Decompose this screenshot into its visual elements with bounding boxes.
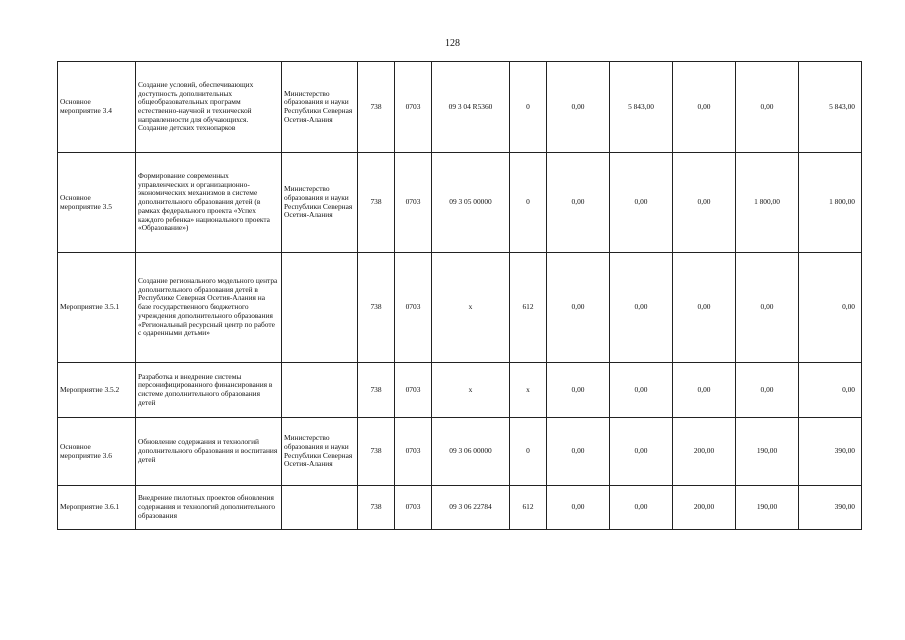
- row-year4-cell: 0,00: [736, 363, 799, 418]
- row-name-cell: Разработка и внедрение системы персонифицированного финансирования в системе дополнительного образования детей: [136, 363, 282, 418]
- row-name-cell: Создание регионального модельного центра дополнительного образования детей в Республике Северная Осетия-Алания на базе государственного бюджетного учреждения дополнительного образования «Региональный ресурсный центр по работе с одаренными детьми»: [136, 253, 282, 363]
- row-vr-cell: 612: [510, 253, 547, 363]
- row-grbs-cell: 738: [358, 62, 395, 153]
- row-name-cell: Внедрение пилотных проектов обновления содержания и технологий дополнительного образования: [136, 486, 282, 530]
- table-row: [58, 253, 862, 363]
- row-grbs-cell: 738: [358, 418, 395, 486]
- row-total-cell: 390,00: [799, 418, 862, 486]
- row-total-cell: 0,00: [799, 363, 862, 418]
- row-type-cell: Мероприятие 3.6.1: [58, 486, 136, 530]
- row-year2-cell: 0,00: [610, 253, 673, 363]
- row-vr-cell: 612: [510, 486, 547, 530]
- row-executor-cell: Министерство образования и науки Республики Северная Осетия-Алания: [282, 418, 358, 486]
- row-vr-cell: 0: [510, 418, 547, 486]
- row-total-cell: 1 800,00: [799, 153, 862, 253]
- row-grbs-cell: 738: [358, 363, 395, 418]
- table-row: [58, 486, 862, 530]
- row-year2-cell: 5 843,00: [610, 62, 673, 153]
- table-row: [58, 153, 862, 253]
- row-vr-cell: 0: [510, 62, 547, 153]
- table-row: [58, 62, 862, 153]
- row-year3-cell: 200,00: [673, 418, 736, 486]
- row-rzpr-cell: 0703: [395, 486, 432, 530]
- row-year2-cell: 0,00: [610, 363, 673, 418]
- row-year4-cell: 190,00: [736, 418, 799, 486]
- row-year3-cell: 0,00: [673, 153, 736, 253]
- row-executor-cell: [282, 253, 358, 363]
- row-name-cell: Создание условий, обеспечивающих доступность дополнительных общеобразовательных программ естественно-научной и технической направленности для обучающихся. Создание детских технопарков: [136, 62, 282, 153]
- row-vr-cell: х: [510, 363, 547, 418]
- row-vr-cell: 0: [510, 153, 547, 253]
- row-rzpr-cell: 0703: [395, 153, 432, 253]
- row-grbs-cell: 738: [358, 153, 395, 253]
- row-year4-cell: 190,00: [736, 486, 799, 530]
- table-row: [58, 418, 862, 486]
- row-type-cell: Основное мероприятие 3.4: [58, 62, 136, 153]
- row-year4-cell: 1 800,00: [736, 153, 799, 253]
- row-csr-cell: 09 3 06 22784: [432, 486, 510, 530]
- row-csr-cell: 09 3 04 R5360: [432, 62, 510, 153]
- row-csr-cell: 09 3 05 00000: [432, 153, 510, 253]
- page-number: 128: [445, 38, 460, 49]
- row-rzpr-cell: 0703: [395, 418, 432, 486]
- table-row: [58, 363, 862, 418]
- row-year2-cell: 0,00: [610, 418, 673, 486]
- row-executor-cell: Министерство образования и науки Республики Северная Осетия-Алания: [282, 62, 358, 153]
- row-year2-cell: 0,00: [610, 153, 673, 253]
- row-rzpr-cell: 0703: [395, 253, 432, 363]
- row-type-cell: Основное мероприятие 3.5: [58, 153, 136, 253]
- row-csr-cell: 09 3 06 00000: [432, 418, 510, 486]
- row-executor-cell: [282, 363, 358, 418]
- row-name-cell: Формирование современных управленческих и организационно-экономических механизмов в системе дополнительного образования детей (в рамках федерального проекта «Успех каждого ребенка» национального проекта «Образование»): [136, 153, 282, 253]
- row-year3-cell: 200,00: [673, 486, 736, 530]
- row-rzpr-cell: 0703: [395, 62, 432, 153]
- row-executor-cell: [282, 486, 358, 530]
- row-type-cell: Мероприятие 3.5.1: [58, 253, 136, 363]
- row-grbs-cell: 738: [358, 486, 395, 530]
- row-year1-cell: 0,00: [547, 363, 610, 418]
- row-year1-cell: 0,00: [547, 153, 610, 253]
- row-rzpr-cell: 0703: [395, 363, 432, 418]
- row-total-cell: 5 843,00: [799, 62, 862, 153]
- row-name-cell: Обновление содержания и технологий дополнительного образования и воспитания детей: [136, 418, 282, 486]
- row-year1-cell: 0,00: [547, 62, 610, 153]
- row-total-cell: 0,00: [799, 253, 862, 363]
- row-year1-cell: 0,00: [547, 418, 610, 486]
- row-type-cell: Основное мероприятие 3.6: [58, 418, 136, 486]
- row-year2-cell: 0,00: [610, 486, 673, 530]
- row-year3-cell: 0,00: [673, 253, 736, 363]
- row-csr-cell: х: [432, 253, 510, 363]
- row-year3-cell: 0,00: [673, 363, 736, 418]
- row-year1-cell: 0,00: [547, 486, 610, 530]
- row-year4-cell: 0,00: [736, 62, 799, 153]
- row-type-cell: Мероприятие 3.5.2: [58, 363, 136, 418]
- row-total-cell: 390,00: [799, 486, 862, 530]
- row-csr-cell: х: [432, 363, 510, 418]
- budget-table: [57, 61, 862, 530]
- row-grbs-cell: 738: [358, 253, 395, 363]
- row-year1-cell: 0,00: [547, 253, 610, 363]
- row-executor-cell: Министерство образования и науки Республики Северная Осетия-Алания: [282, 153, 358, 253]
- row-year3-cell: 0,00: [673, 62, 736, 153]
- row-year4-cell: 0,00: [736, 253, 799, 363]
